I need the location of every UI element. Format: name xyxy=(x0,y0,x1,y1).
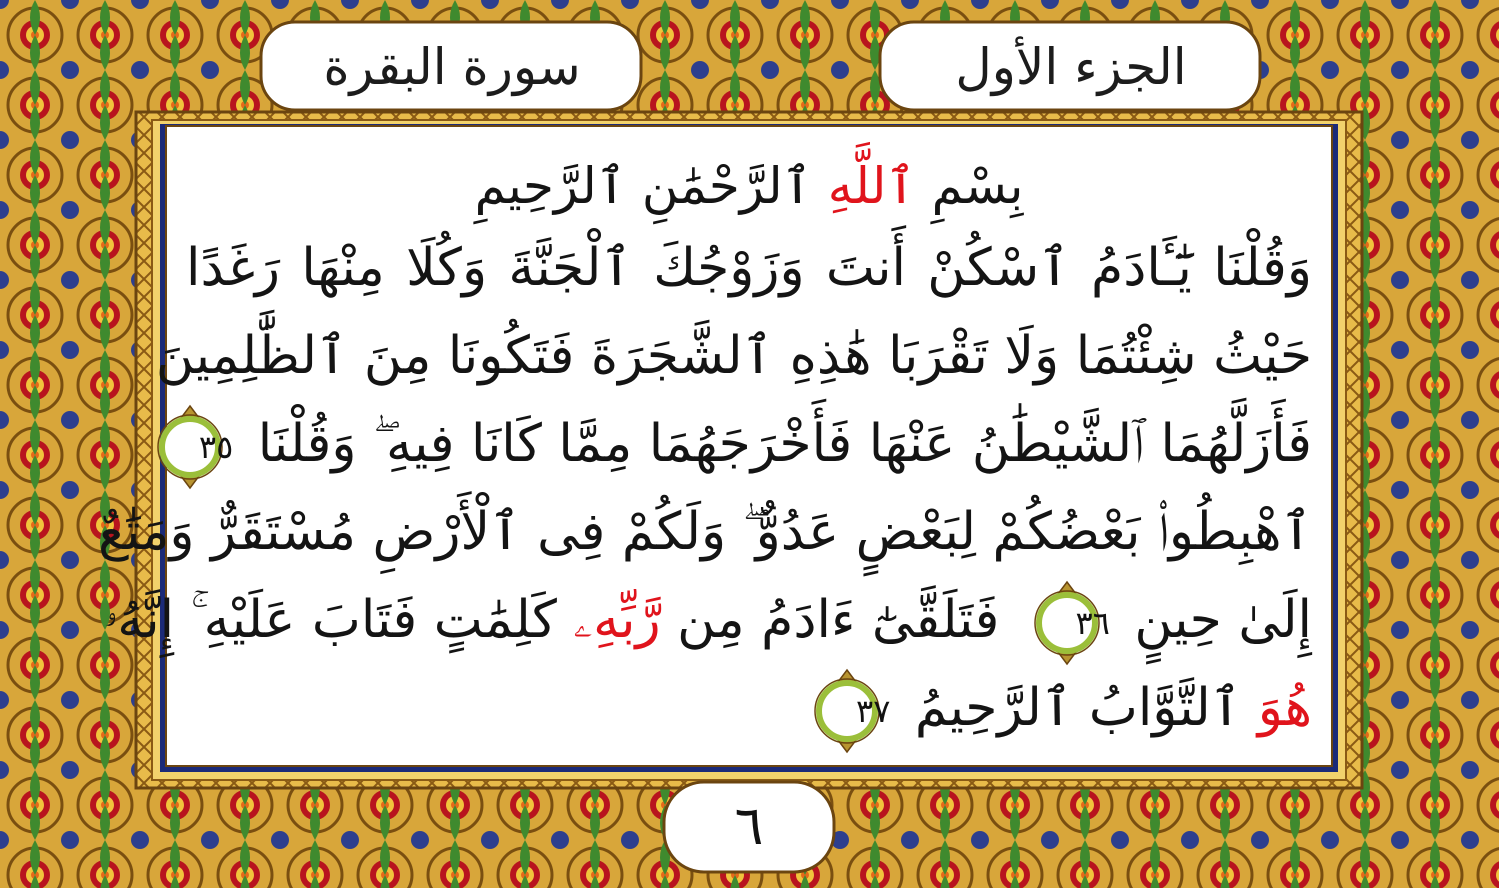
surah-title: سورة البقرة xyxy=(323,38,581,96)
juz-title: الجزء الأول xyxy=(955,38,1187,96)
basmala xyxy=(172,148,1326,224)
page-number: ٦ xyxy=(734,794,764,857)
ayah-number: ٣٧ xyxy=(856,692,891,730)
verse-text: كَلِمَٰتٍ فَتَابَ عَلَيْهِ ۚ إِنَّهُۥ xyxy=(104,590,574,650)
ayah-number: ٣٦ xyxy=(1075,604,1110,642)
verse-text: ٱهْبِطُوا۟ بَعْضُكُمْ لِبَعْضٍ عَدُوٌّ ۖ وَلَكُمْ فِى ٱلْأَرْضِ مُسْتَقَرٌّ وَمَتَٰعٌ xyxy=(98,502,1312,562)
verse-line-6 xyxy=(186,664,1312,752)
verse-text: فَتَلَقَّىٰٓ ءَادَمُ مِن xyxy=(660,590,1000,650)
quran-text-area xyxy=(98,126,1326,766)
verse-line-3 xyxy=(186,400,1312,488)
verse-text: حَيْثُ شِئْتُمَا وَلَا تَقْرَبَا هَٰذِهِ ٱلشَّجَرَةَ فَتَكُونَا مِنَ ٱلظَّٰلِمِينَ xyxy=(155,326,1312,386)
basmala-part2: ٱلرَّحْمَٰنِ ٱلرَّحِيمِ xyxy=(474,157,828,215)
ayah-marker xyxy=(1024,580,1110,666)
verse-text: ٱلتَّوَّابُ ٱلرَّحِيمُ xyxy=(914,678,1258,738)
ayah-number: ٣٥ xyxy=(198,428,234,466)
ayah-marker xyxy=(147,404,233,490)
verse-text: وَقُلْنَا يَٰٓـَٔادَمُ ٱسْكُنْ أَنتَ وَزَوْجُكَ ٱلْجَنَّةَ وَكُلَا مِنْهَا رَغَدًا xyxy=(186,238,1312,298)
verse-line-4 xyxy=(98,488,1312,576)
verse-line-1 xyxy=(186,224,1312,312)
verse-text: إِلَىٰ حِينٍ xyxy=(1134,590,1312,650)
verse-text-red: هُوَ xyxy=(1257,678,1312,738)
verse-text-red: رَّبِّهِۦ xyxy=(573,590,661,650)
verse-text: فَأَزَلَّهُمَا ٱلشَّيْطَٰنُ عَنْهَا فَأَخْرَجَهُمَا مِمَّا كَانَا فِيهِ ۖ وَقُلْنَا xyxy=(257,414,1312,474)
verse-line-2 xyxy=(155,312,1312,400)
basmala-allah: ٱللَّهِ xyxy=(827,157,916,215)
ayah-marker xyxy=(804,668,890,754)
basmala-part1: بِسْمِ xyxy=(915,157,1024,215)
verse-line-5 xyxy=(104,576,1312,664)
